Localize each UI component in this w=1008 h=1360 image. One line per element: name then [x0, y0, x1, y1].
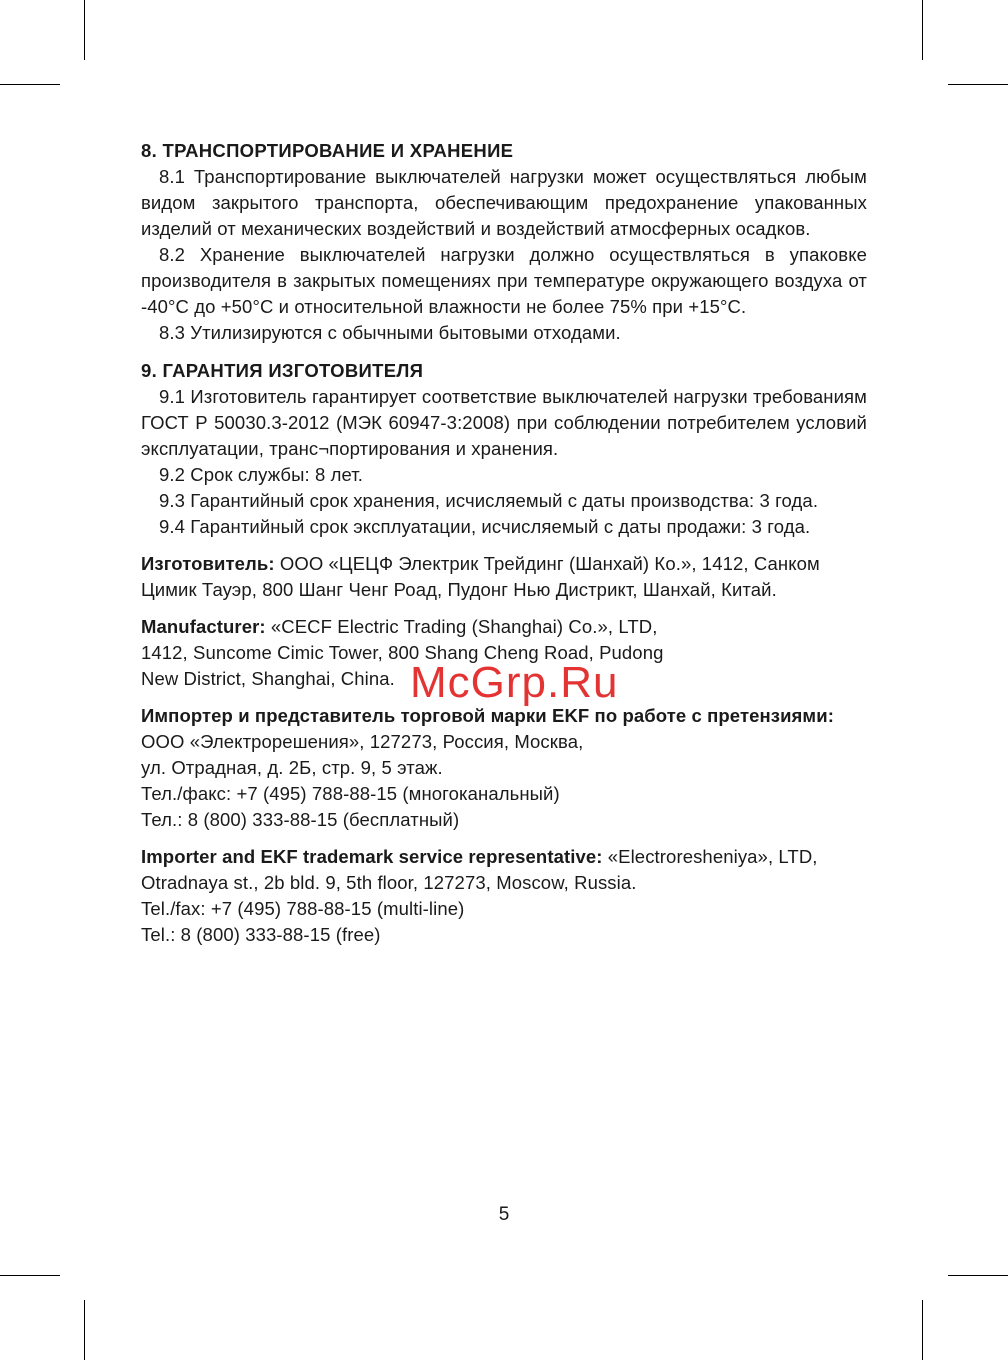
manufacturer-ru-text-1: ООО «ЦЕЦФ Электрик Трейдинг (Шанхай) Ко.», 1412, Санком [274, 553, 820, 574]
importer-en-text-1: «Electroresheniya», LTD, [602, 846, 818, 867]
importer-en-label: Importer and EKF trademark service representative: [141, 846, 603, 867]
importer-en-line-3: Tel./fax: +7 (495) 788-88-15 (multi-line) [141, 898, 465, 919]
paragraph-9-2: 9.2 Срок службы: 8 лет. [159, 464, 364, 485]
manufacturer-en-line-1 [141, 614, 867, 640]
manufacturer-en-label: Manufacturer: [141, 616, 266, 637]
crop-mark-top-left-h [0, 84, 60, 85]
paragraph-8-2: 8.2 Хранение выключателей нагрузки должно осуществляться в упаковке производителя в закрытых помещениях при температуре окружающего воздуха от -40°С до +50°С и относительной влажности не более 75% при +15°С. [141, 244, 867, 317]
crop-mark-top-right-v [922, 0, 923, 60]
page-content [141, 138, 867, 948]
manufacturer-en-line-3: New District, Shanghai, China. [141, 668, 395, 689]
importer-ru-line-2: ул. Отрадная, д. 2Б, стр. 9, 5 этаж. [141, 757, 443, 778]
importer-ru-line-4: Тел.: 8 (800) 333-88-15 (бесплатный) [141, 809, 460, 830]
manufacturer-en-text-1: «CECF Electric Trading (Shanghai) Co.», LTD, [265, 616, 658, 637]
importer-en-line-2: Otradnaya st., 2b bld. 9, 5th floor, 127273, Moscow, Russia. [141, 872, 637, 893]
crop-mark-top-left-v [84, 0, 85, 60]
manufacturer-en-line-2: 1412, Suncome Cimic Tower, 800 Shang Cheng Road, Pudong [141, 642, 664, 663]
paragraph-9-1: 9.1 Изготовитель гарантирует соответствие выключателей нагрузки требованиям ГОСТ Р 50030.3-2012 (МЭК 60947-3:2008) при соблюдении потребителем условий эксплуатации, транс¬портирования и хранения. [141, 386, 867, 459]
importer-en-line-4: Tel.: 8 (800) 333-88-15 (free) [141, 924, 381, 945]
manufacturer-ru-block [141, 551, 867, 603]
section-transport-storage [141, 138, 867, 346]
manufacturer-ru-label: Изготовитель: [141, 553, 275, 574]
section-9-heading: 9. ГАРАНТИЯ ИЗГОТОВИТЕЛЯ [141, 360, 424, 381]
crop-mark-top-right-h [948, 84, 1008, 85]
paragraph-9-3: 9.3 Гарантийный срок хранения, исчисляемый с даты производства: 3 года. [159, 490, 819, 511]
paragraph-8-1: 8.1 Транспортирование выключателей нагрузки может осуществляться любым видом закрытого транспорта, обеспечивающим предохранение упакованных изделий от механических воздействий и воздействий атмосферных осадков. [141, 166, 867, 239]
watermark: McGrp.Ru [410, 658, 619, 707]
crop-mark-bottom-right-h [948, 1275, 1008, 1276]
manufacturer-ru-line-1 [141, 551, 867, 577]
paragraph-9-4: 9.4 Гарантийный срок эксплуатации, исчисляемый с даты продажи: 3 года. [159, 516, 811, 537]
crop-mark-bottom-left-v [84, 1300, 85, 1360]
section-warranty [141, 358, 867, 540]
importer-en-block [141, 844, 867, 948]
paragraph-8-3: 8.3 Утилизируются с обычными бытовыми отходами. [159, 322, 621, 343]
section-8-heading: 8. ТРАНСПОРТИРОВАНИЕ И ХРАНЕНИЕ [141, 140, 514, 161]
importer-en-line-1 [141, 844, 867, 870]
manufacturer-ru-line-2: Цимик Тауэр, 800 Шанг Ченг Роад, Пудонг Нью Дистрикт, Шанхай, Китай. [141, 579, 777, 600]
importer-ru-block [141, 703, 867, 833]
importer-ru-line-3: Тел./факс: +7 (495) 788-88-15 (многоканальный) [141, 783, 560, 804]
importer-ru-line-1: ООО «Электрорешения», 127273, Россия, Москва, [141, 731, 584, 752]
page-number: 5 [498, 1204, 510, 1225]
importer-ru-label: Импортер и представитель торговой марки EKF по работе с претензиями: [141, 705, 834, 726]
crop-mark-bottom-left-h [0, 1275, 60, 1276]
crop-mark-bottom-right-v [922, 1300, 923, 1360]
